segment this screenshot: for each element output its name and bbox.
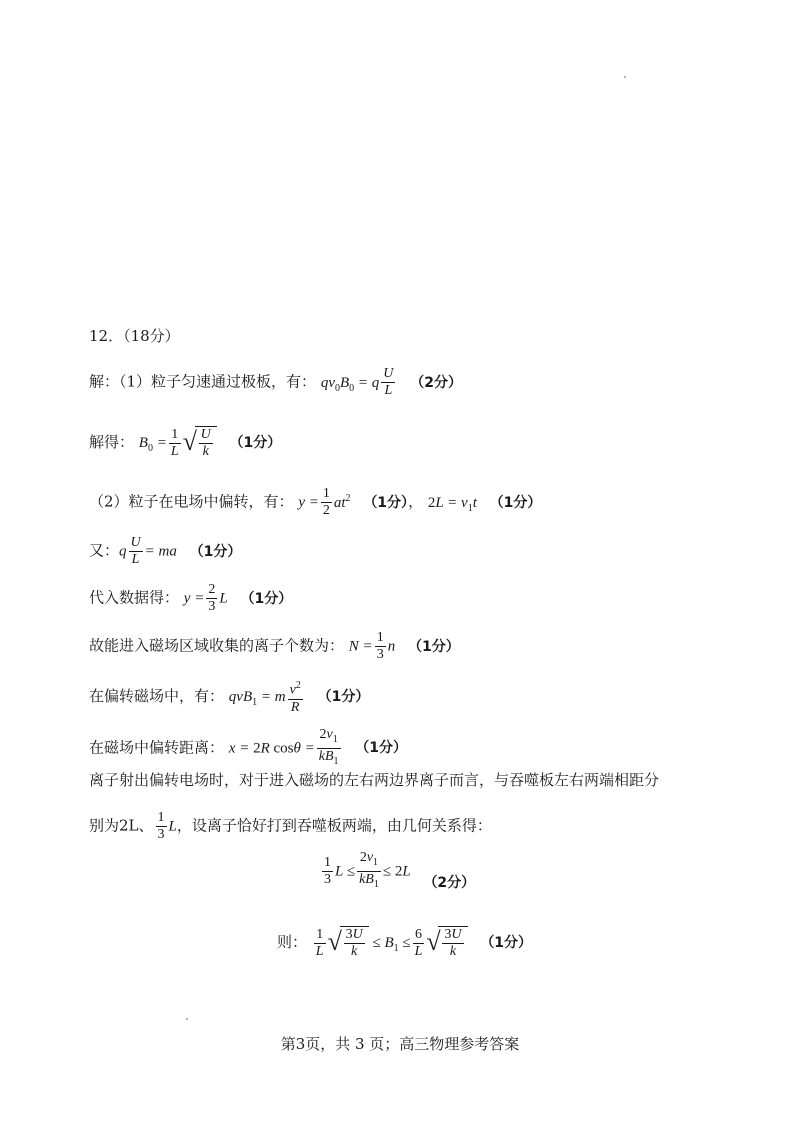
score: （1分） bbox=[240, 590, 293, 607]
line-text: 故能进入磁场区域收集的离子个数为： bbox=[89, 636, 345, 655]
score: （1分） bbox=[480, 935, 533, 951]
question-points: （18分） bbox=[123, 327, 180, 345]
line-text: 解得： bbox=[89, 433, 135, 451]
line-text: 解：（1）粒子匀速通过极板，有： bbox=[89, 372, 317, 391]
fraction-u-over-l: $\frac{U}{L}$ bbox=[383, 366, 394, 398]
question-number: 12． bbox=[89, 327, 124, 345]
formula-force: q bbox=[119, 543, 127, 560]
formula-lorentz: qvB$_1$ = m bbox=[228, 688, 286, 708]
answer-line-10 bbox=[277, 926, 532, 960]
paragraph-line-2 bbox=[89, 810, 492, 843]
score: （1分） bbox=[407, 638, 460, 655]
formula-inequality: L ≤ bbox=[335, 863, 356, 880]
formula-2l-bound: ≤ 2L bbox=[382, 863, 411, 880]
formula-2l: $2L = v_1t$ bbox=[427, 494, 477, 514]
formula-small-n: n bbox=[387, 638, 396, 655]
formula-b0: $B_0$ = bbox=[138, 435, 167, 454]
answer-line-2 bbox=[89, 426, 281, 460]
fraction-1-over-3: $\frac{1}{3}$ bbox=[324, 854, 331, 887]
answer-line-8 bbox=[89, 727, 407, 770]
formula-balance: $qv_0B_0 = q$ bbox=[320, 374, 380, 394]
answer-line-9 bbox=[320, 850, 475, 893]
formula-y: y = bbox=[298, 494, 319, 511]
paragraph-line-1: 离子射出偏转电场时，对于进入磁场的左右两边界离子而言，与吞噬板左右两端相距分 bbox=[89, 771, 660, 789]
line-text: （2）粒子在电场中偏转，有： bbox=[89, 492, 294, 511]
answer-line-1 bbox=[89, 366, 462, 399]
line-text: 又： bbox=[89, 541, 120, 560]
fraction-2v1-over-kb1: $\frac{2v_1}{kB_1}$ bbox=[318, 727, 339, 767]
line-text: 在磁场中偏转距离： bbox=[89, 738, 225, 757]
speck-mark bbox=[186, 1018, 188, 1020]
score: （1分） bbox=[363, 494, 409, 511]
sqrt-u-over-k: √ $\frac{U}{k}$ bbox=[183, 426, 217, 460]
fraction-1-over-l: $\frac{1}{L}$ bbox=[170, 426, 179, 459]
answer-line-6 bbox=[89, 630, 460, 663]
fraction-1-over-3: $\frac{1}{3}$ bbox=[157, 810, 165, 842]
answer-line-3 bbox=[89, 486, 541, 519]
fraction-1-over-3: $\frac{1}{3}$ bbox=[376, 630, 384, 662]
score: （1分） bbox=[189, 543, 242, 560]
formula-n: N = bbox=[348, 638, 373, 655]
score: （2分） bbox=[410, 374, 462, 391]
formula-x: x = 2R cosθ = bbox=[228, 740, 315, 757]
formula-b1-range: ≤ $B_1$ ≤ bbox=[368, 935, 411, 954]
fraction-v2-over-r: $\frac{v^2}{R}$ bbox=[289, 680, 301, 715]
formula-y-result: y = bbox=[183, 590, 205, 607]
line-text: 在偏转磁场中，有： bbox=[89, 686, 225, 705]
score: （2分） bbox=[423, 875, 476, 892]
separator: ， bbox=[408, 492, 424, 511]
formula-at2: $at^2$ bbox=[333, 492, 351, 511]
fraction-1-over-l: $\frac{1}{L}$ bbox=[315, 926, 324, 959]
line-text: 则： bbox=[277, 933, 308, 951]
fraction-6-over-l: $\frac{6}{L}$ bbox=[414, 926, 423, 959]
page-footer: 第3页，共 3 页；高三物理参考答案 bbox=[280, 1035, 520, 1053]
speck-mark bbox=[624, 76, 626, 78]
score: （1分） bbox=[229, 435, 282, 451]
fraction-2v1-over-kb1: $\frac{2v_1}{kB_1}$ bbox=[359, 850, 379, 890]
fraction-2-over-3: $\frac{2}{3}$ bbox=[208, 582, 216, 614]
formula-l: L bbox=[219, 590, 228, 607]
formula-l: L bbox=[168, 818, 177, 835]
sqrt-3u-over-k: √ $\frac{3U}{k}$ bbox=[426, 926, 467, 960]
score: （1分） bbox=[355, 740, 408, 757]
fraction-1-over-2: $\frac{1}{2}$ bbox=[322, 486, 330, 518]
answer-line-7 bbox=[89, 678, 369, 716]
score: （1分） bbox=[489, 494, 542, 511]
formula-ma: = ma bbox=[144, 543, 177, 560]
answer-line-4 bbox=[89, 535, 241, 568]
answer-line-5 bbox=[89, 582, 292, 615]
question-header bbox=[89, 326, 180, 346]
sqrt-3u-over-k: √ $\frac{3U}{k}$ bbox=[328, 926, 369, 960]
line-text: 代入数据得： bbox=[89, 588, 180, 607]
score: （1分） bbox=[317, 688, 370, 705]
line-text: ，设离子恰好打到吞噬板两端，由几何关系得： bbox=[176, 816, 492, 835]
line-text: 别为2L、 bbox=[89, 816, 154, 835]
fraction-u-over-l: $\frac{U}{L}$ bbox=[130, 535, 141, 567]
